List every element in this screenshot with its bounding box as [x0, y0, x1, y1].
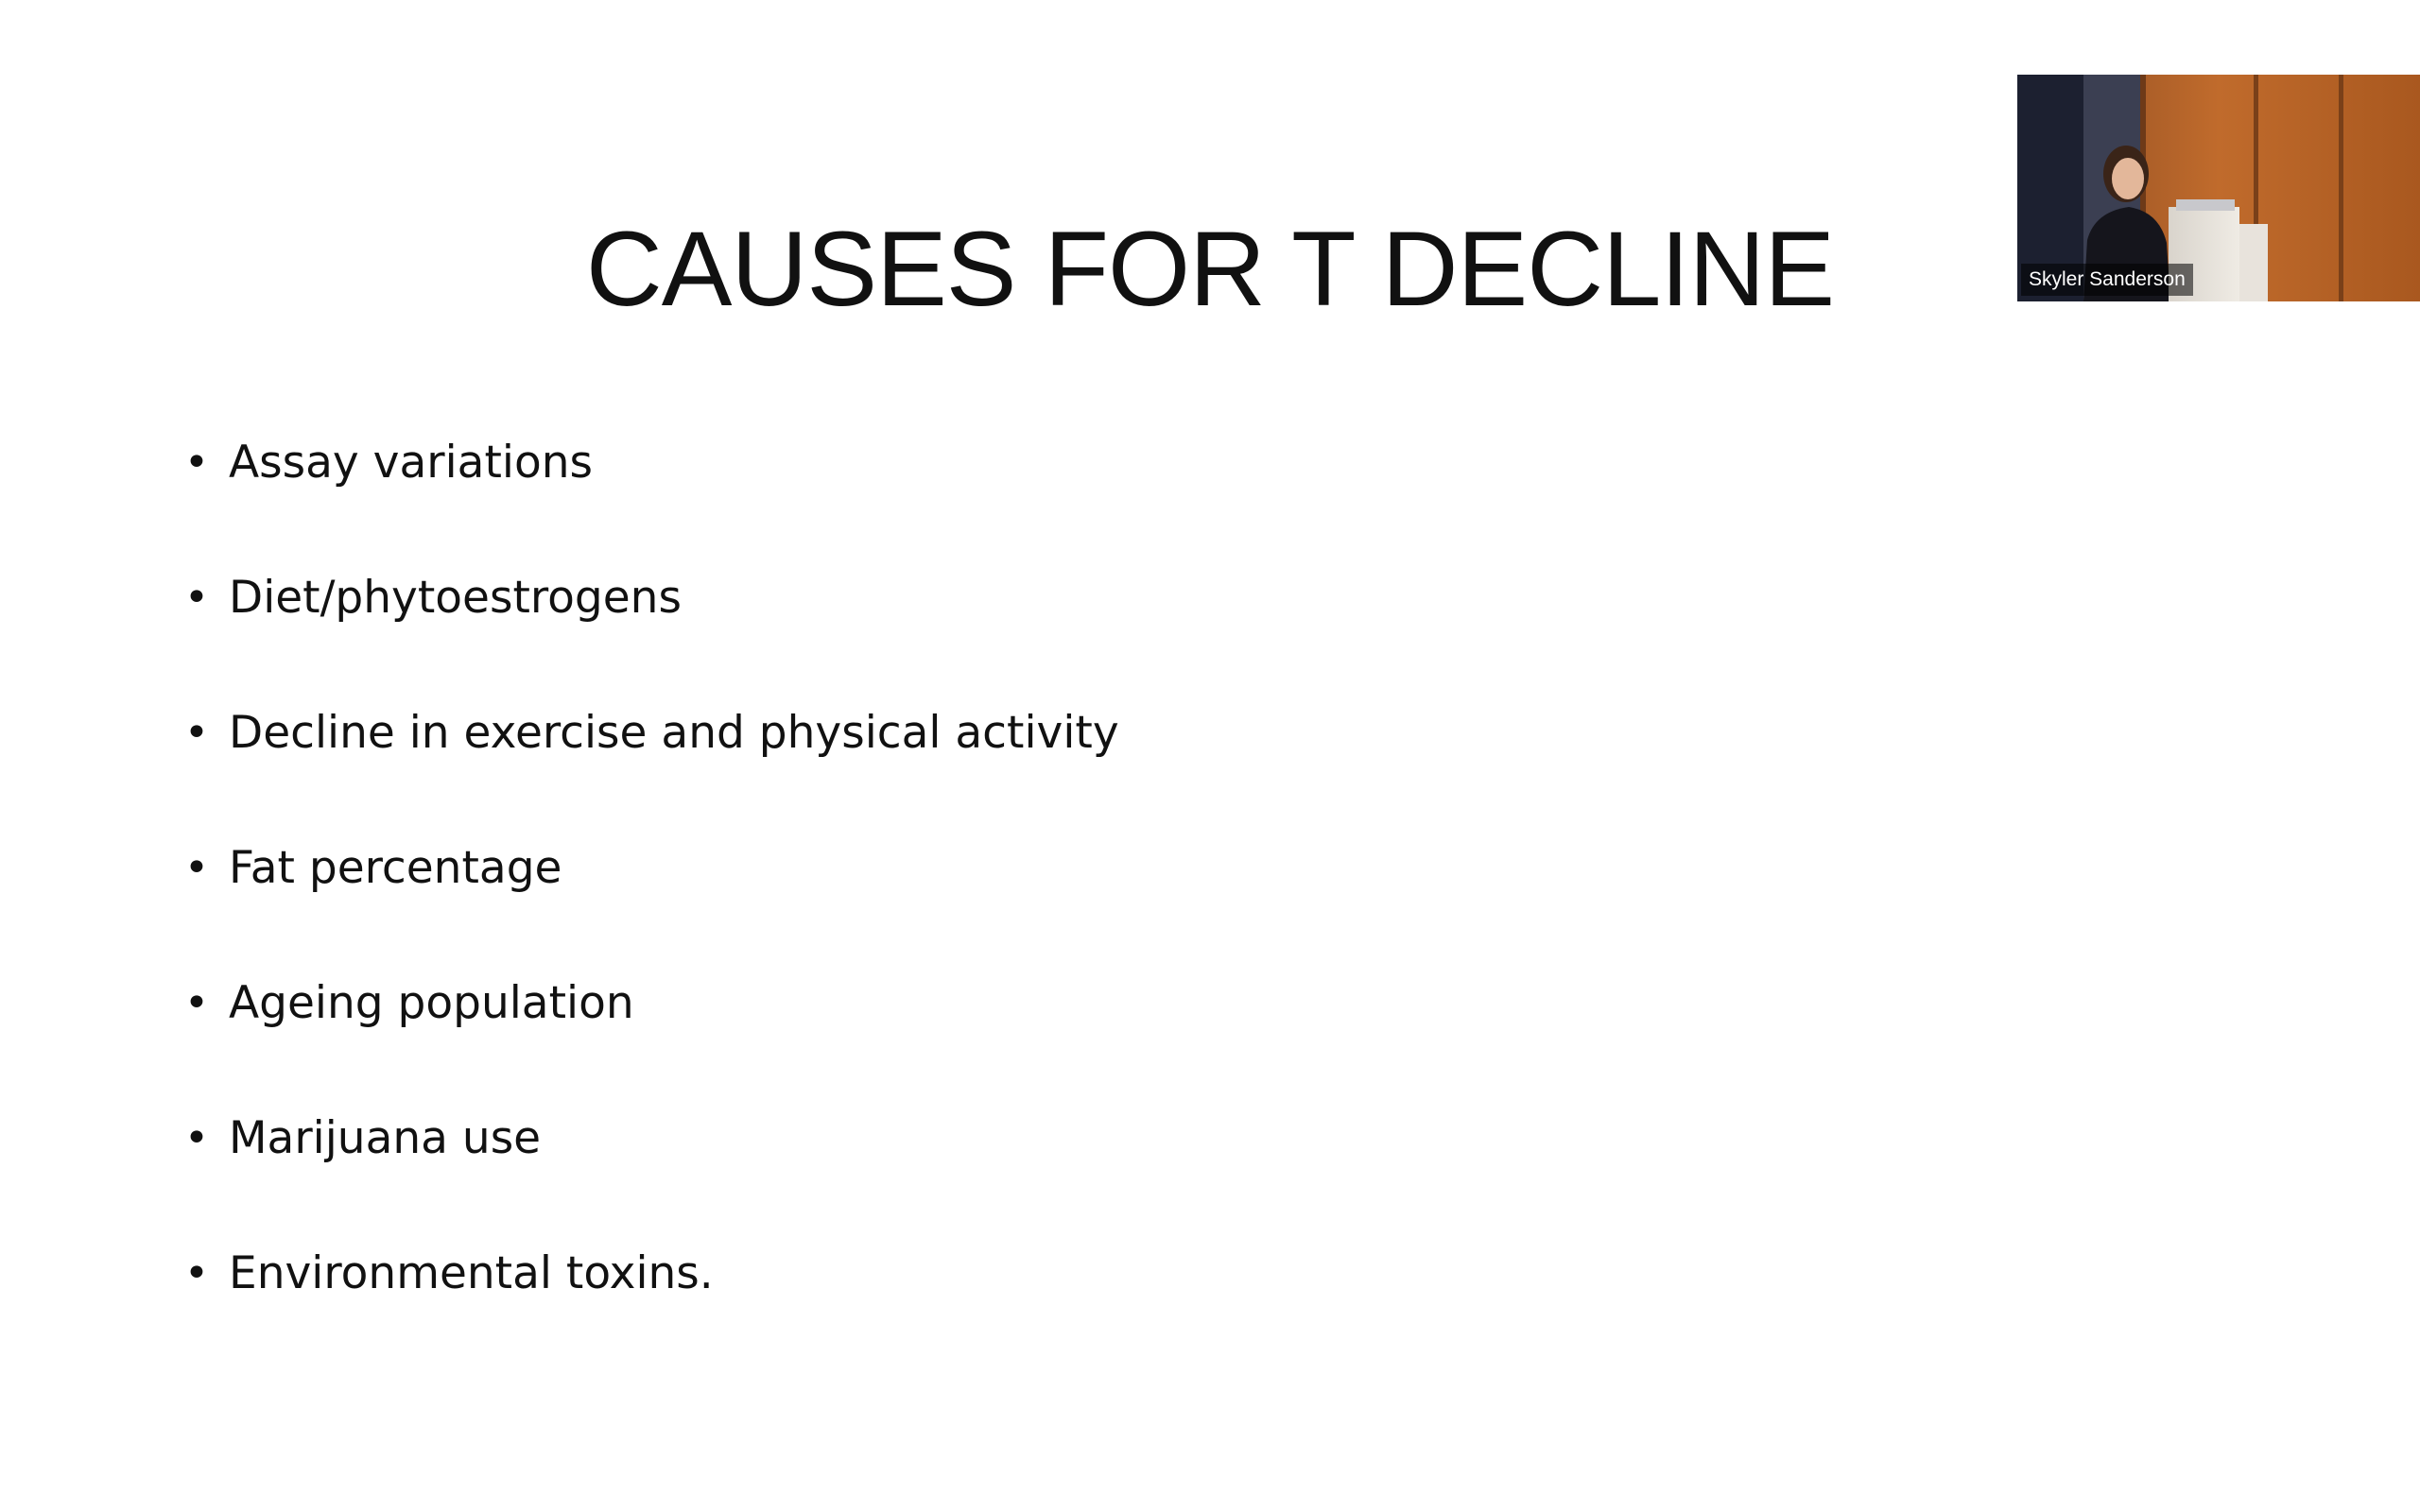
list-item	[184, 971, 1119, 1106]
participant-video-tile[interactable]	[2017, 75, 2420, 301]
bullet-text: Decline in exercise and physical activity	[229, 707, 1119, 759]
bullet-text: Marijuana use	[229, 1112, 542, 1164]
bullet-text: Diet/phytoestrogens	[229, 572, 682, 624]
list-item	[184, 1241, 1119, 1376]
bullet-icon: •	[184, 979, 209, 1027]
bullet-text: Ageing population	[229, 977, 634, 1029]
list-item	[184, 835, 1119, 971]
bullet-icon: •	[184, 438, 209, 487]
slide-title: CAUSES FOR T DECLINE	[585, 210, 1835, 328]
list-item	[184, 430, 1119, 565]
participant-name-label: Skyler Sanderson	[2021, 264, 2193, 296]
list-item	[184, 1106, 1119, 1241]
bullet-text: Fat percentage	[229, 842, 562, 894]
list-item	[184, 565, 1119, 700]
bullet-text: Environmental toxins.	[229, 1247, 714, 1299]
bullet-list	[184, 430, 1119, 1376]
bullet-icon: •	[184, 1114, 209, 1162]
bullet-icon: •	[184, 709, 209, 757]
bullet-icon: •	[184, 1249, 209, 1297]
bullet-icon: •	[184, 574, 209, 622]
bullet-icon: •	[184, 844, 209, 892]
bullet-text: Assay variations	[229, 437, 593, 489]
list-item	[184, 700, 1119, 835]
